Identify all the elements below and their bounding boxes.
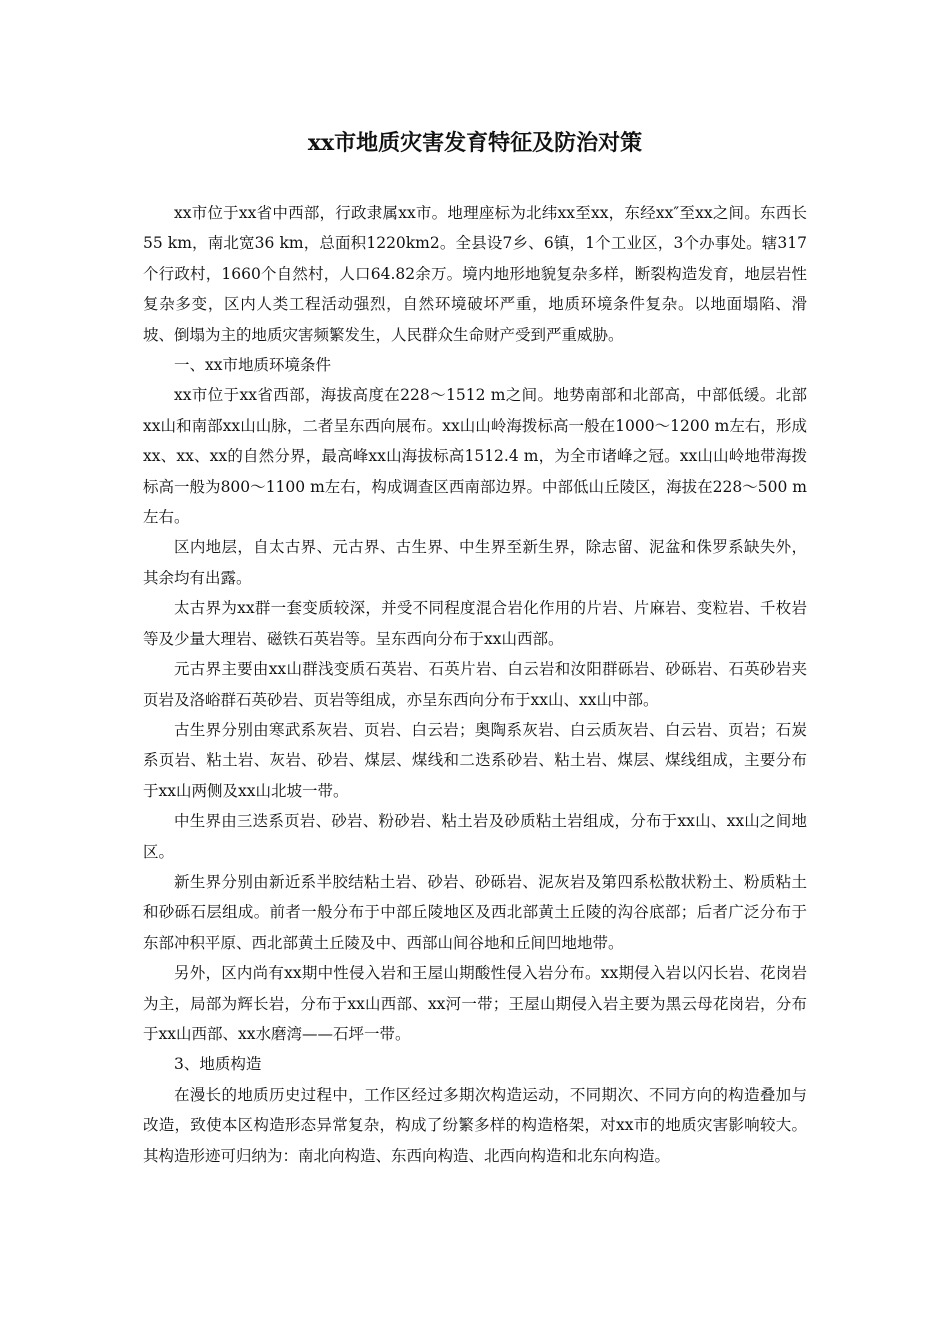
paragraph-archean: 太古界为xx群一套变质较深，并受不同程度混合岩化作用的片岩、片麻岩、变粒岩、千枚岩等及少量大理岩、磁铁石英岩等。呈东西向分布于xx山西部。: [143, 599, 807, 648]
paragraph-intro: xx市位于xx省中西部，行政隶属xx市。地理座标为北纬xx至xx，东经xx″至xx之间。东西长55 km，南北宽36 km，总面积1220km2。全县设7乡、6镇，1个工业区，3个办事处。辖317个行政村，1660个自然村，人口64.82余万。境内地形地貌复杂多样，断裂构造发育，地层岩性复杂多变，区内人类工程活动强烈，自然环境破坏严重，地质环境条件复杂。以地面塌陷、滑坡、倒塌为主的地质灾害频繁发生，人民群众生命财产受到严重威胁。: [143, 204, 807, 344]
paragraph-mesozoic: 中生界由三迭系页岩、砂岩、粉砂岩、粘土岩及砂质粘土岩组成，分布于xx山、xx山之间地区。: [143, 812, 807, 861]
document-body: [143, 198, 807, 1171]
paragraph-strata-overview: 区内地层，自太古界、元古界、古生界、中生界至新生界，除志留、泥盆和侏罗系缺失外，其余均有出露。: [143, 538, 807, 587]
section-heading-structure: 3、地质构造: [174, 1055, 262, 1074]
paragraph-structure: 在漫长的地质历史过程中，工作区经过多期次构造运动，不同期次、不同方向的构造叠加与改造，致使本区构造形态异常复杂，构成了纷繁多样的构造格架，对xx市的地质灾害影响较大。其构造形迹可归纳为：南北向构造、东西向构造、北西向构造和北东向构造。: [143, 1085, 807, 1165]
section-heading-geo-environment: 一、xx市地质环境条件: [174, 356, 331, 375]
document-page: [143, 128, 807, 1171]
paragraph-topography: xx市位于xx省西部，海拔高度在228～1512 m之间。地势南部和北部高，中部低缓。北部xx山和南部xx山山脉，二者呈东西向展布。xx山山岭海拨标高一般在1000～1200 m左右，形成xx、xx、xx的自然分界，最高峰xx山海拔标高1512.4 m，为全市诸峰之冠。xx山山岭地带海拨标高一般为800～1100 m左右，构成调查区西南部边界。中部低山丘陵区，海拔在228～500 m左右。: [143, 386, 807, 527]
paragraph-proterozoic: 元古界主要由xx山群浅变质石英岩、石英片岩、白云岩和汝阳群砾岩、砂砾岩、石英砂岩夹页岩及洛峪群石英砂岩、页岩等组成，亦呈东西向分布于xx山、xx山中部。: [143, 660, 807, 709]
paragraph-paleozoic: 古生界分别由寒武系灰岩、页岩、白云岩；奥陶系灰岩、白云质灰岩、白云岩、页岩；石炭系页岩、粘土岩、灰岩、砂岩、煤层、煤线和二迭系砂岩、粘土岩、煤层、煤线组成，主要分布于xx山两侧及xx山北坡一带。: [143, 720, 807, 800]
document-title: xx市地质灾害发育特征及防治对策: [307, 130, 643, 156]
paragraph-cenozoic: 新生界分别由新近系半胶结粘土岩、砂岩、砂砾岩、泥灰岩及第四系松散状粉土、粉质粘土和砂砾石层组成。前者一般分布于中部丘陵地区及西北部黄土丘陵的沟谷底部；后者广泛分布于东部冲积平原、西北部黄土丘陵及中、西部山间谷地和丘间凹地地带。: [143, 872, 807, 952]
paragraph-intrusive-rocks: 另外，区内尚有xx期中性侵入岩和王屋山期酸性侵入岩分布。xx期侵入岩以闪长岩、花岗岩为主，局部为辉长岩，分布于xx山西部、xx河一带；王屋山期侵入岩主要为黑云母花岗岩，分布于xx山西部、xx水磨湾——石坪一带。: [143, 964, 807, 1043]
